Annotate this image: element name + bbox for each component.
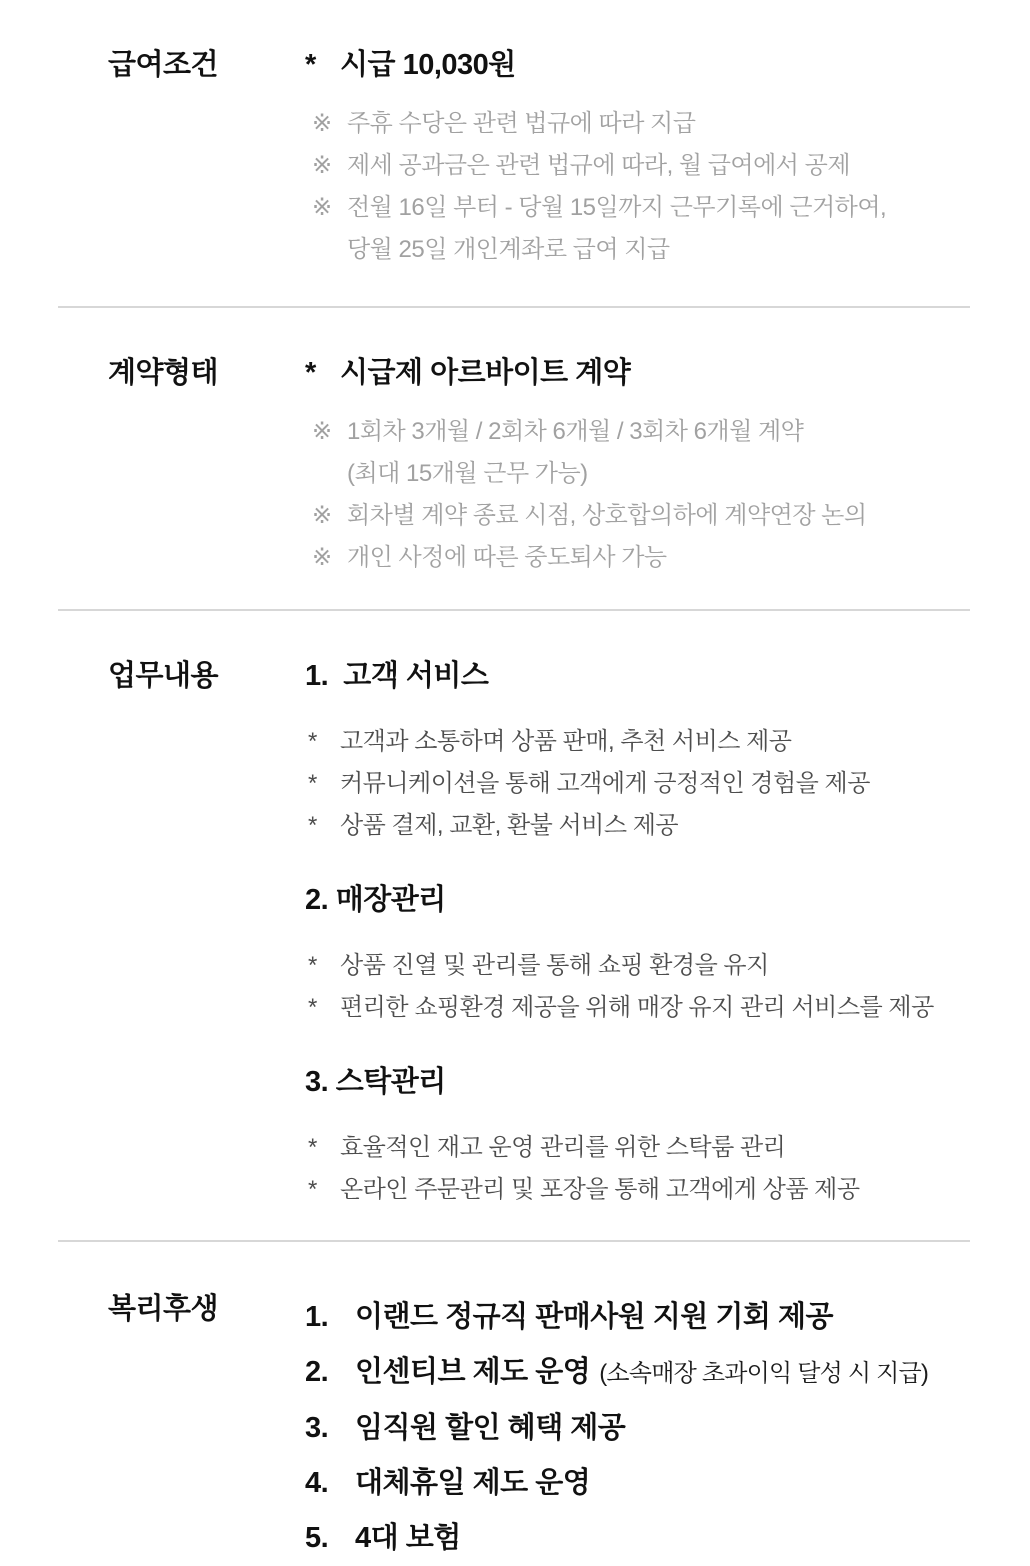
section-label-benefits: 복리후생: [108, 1293, 219, 1325]
benefit-number: 3.: [305, 1412, 329, 1444]
salary-notes: [305, 103, 1030, 271]
contract-content: [305, 354, 1030, 579]
task-item-text: 상품 진열 및 관리를 통해 쇼핑 환경을 유지: [340, 952, 769, 979]
note-line: [312, 411, 1030, 453]
benefit-text: 인센티브 제도 운영: [355, 1356, 591, 1388]
benefit-item: [305, 1345, 1030, 1401]
benefit-text: 이랜드 정규직 판매사원 지원 기회 제공: [355, 1301, 834, 1333]
task-title: 3. 스탁관리: [305, 1066, 446, 1098]
section-label-contract: 계약형태: [108, 357, 219, 389]
task-group-stock-management: [305, 1063, 1030, 1211]
empty-marker: [312, 453, 347, 495]
empty-marker: [312, 229, 347, 271]
benefit-number: 4.: [305, 1467, 329, 1499]
task-item: [308, 945, 1030, 987]
asterisk-marker: *: [308, 728, 317, 755]
reference-marker: ※: [312, 502, 332, 529]
benefit-item: [305, 1511, 1030, 1566]
asterisk-marker: *: [308, 812, 317, 839]
reference-marker: ※: [312, 152, 332, 179]
salary-headline-text: 시급 10,030원: [340, 49, 516, 81]
asterisk-marker: *: [305, 357, 316, 389]
task-items: [305, 1127, 1030, 1211]
note-line-continuation: [312, 229, 1030, 271]
contract-headline-text: 시급제 아르바이트 계약: [340, 357, 631, 389]
reference-marker: ※: [312, 194, 332, 221]
benefit-item: [305, 1456, 1030, 1511]
task-item: [308, 805, 1030, 847]
asterisk-marker: *: [308, 952, 317, 979]
section-divider: [58, 306, 970, 308]
note-text: 개인 사정에 따른 중도퇴사 가능: [347, 544, 667, 571]
task-item: [308, 1127, 1030, 1169]
benefit-suffix-note: (소속매장 초과이익 달성 시 지급): [599, 1360, 929, 1387]
reference-marker: ※: [312, 418, 332, 445]
section-salary-conditions: [0, 46, 1030, 271]
benefit-number: 2.: [305, 1356, 329, 1388]
benefits-content: [305, 1290, 1030, 1566]
salary-content: [305, 46, 1030, 271]
section-divider: [58, 609, 970, 611]
note-line: [312, 537, 1030, 579]
note-text: (최대 15개월 근무 가능): [347, 460, 588, 487]
asterisk-marker: *: [308, 994, 317, 1021]
task-group-store-management: [305, 881, 1030, 1029]
task-item: [308, 721, 1030, 763]
note-text: 전월 16일 부터 - 당월 15일까지 근무기록에 근거하여,: [347, 194, 887, 221]
asterisk-marker: *: [305, 49, 316, 81]
task-item: [308, 1169, 1030, 1211]
section-label-salary: 급여조건: [108, 49, 219, 81]
contract-headline: [305, 354, 1030, 392]
task-item-text: 편리한 쇼핑환경 제공을 위해 매장 유지 관리 서비스를 제공: [340, 994, 934, 1021]
task-group-customer-service: [305, 657, 1030, 847]
section-label-duties: 업무내용: [108, 660, 219, 692]
section-benefits: [0, 1290, 1030, 1566]
section-job-duties: [0, 657, 1030, 1211]
reference-marker: ※: [312, 544, 332, 571]
note-text: 당월 25일 개인계좌로 급여 지급: [347, 236, 670, 263]
benefit-text: 대체휴일 제도 운영: [355, 1467, 591, 1499]
note-line: [312, 145, 1030, 187]
benefit-item: [305, 1401, 1030, 1456]
task-item-text: 커뮤니케이션을 통해 고객에게 긍정적인 경험을 제공: [340, 770, 870, 797]
benefit-number: 5.: [305, 1522, 329, 1554]
benefit-number: 1.: [305, 1301, 329, 1333]
benefit-text: 임직원 할인 혜택 제공: [355, 1412, 626, 1444]
benefit-item: [305, 1290, 1030, 1345]
task-item-text: 고객과 소통하며 상품 판매, 추천 서비스 제공: [340, 728, 792, 755]
asterisk-marker: *: [308, 770, 317, 797]
contract-notes: [305, 411, 1030, 579]
note-text: 주휴 수당은 관련 법규에 따라 지급: [347, 110, 696, 137]
note-line: [312, 103, 1030, 145]
section-contract-type: [0, 354, 1030, 579]
note-text: 회차별 계약 종료 시점, 상호합의하에 계약연장 논의: [347, 502, 867, 529]
section-divider: [58, 1240, 970, 1242]
reference-marker: ※: [312, 110, 332, 137]
duties-content: [305, 657, 1030, 1211]
task-item-text: 온라인 주문관리 및 포장을 통해 고객에게 상품 제공: [340, 1176, 860, 1203]
task-items: [305, 721, 1030, 847]
task-item: [308, 763, 1030, 805]
task-items: [305, 945, 1030, 1029]
task-title: 2. 매장관리: [305, 884, 446, 916]
note-line: [312, 187, 1030, 229]
note-text: 1회차 3개월 / 2회차 6개월 / 3회차 6개월 계약: [347, 418, 804, 445]
task-title: 1. 고객 서비스: [305, 660, 489, 692]
note-text: 제세 공과금은 관련 법규에 따라, 월 급여에서 공제: [347, 152, 851, 179]
note-line: [312, 495, 1030, 537]
benefit-text: 4대 보험: [355, 1522, 461, 1554]
task-item-text: 효율적인 재고 운영 관리를 위한 스탁룸 관리: [340, 1134, 786, 1161]
salary-headline: [305, 46, 1030, 84]
asterisk-marker: *: [308, 1176, 317, 1203]
task-item: [308, 987, 1030, 1029]
asterisk-marker: *: [308, 1134, 317, 1161]
task-item-text: 상품 결제, 교환, 환불 서비스 제공: [340, 812, 679, 839]
note-line-continuation: [312, 453, 1030, 495]
